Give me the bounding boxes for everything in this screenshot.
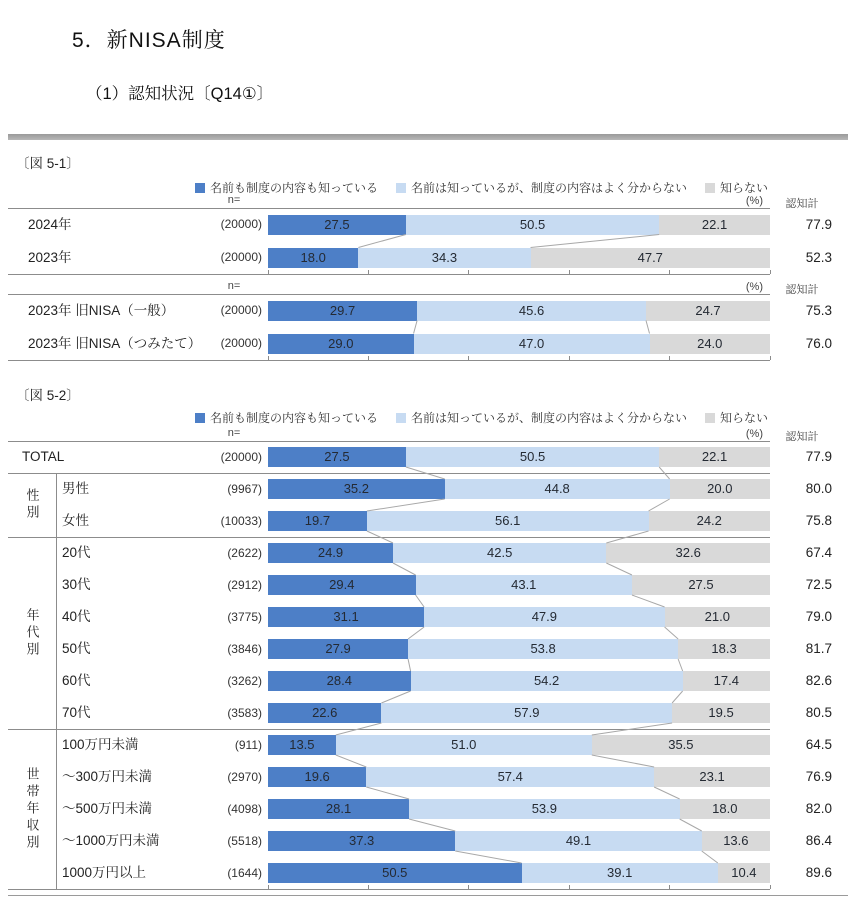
axis-tick	[669, 885, 670, 889]
legend-item	[396, 409, 687, 426]
bar-segment-0: 27.5	[268, 447, 406, 467]
bar-segment-1: 56.1	[367, 511, 649, 531]
legend-swatch-icon	[705, 183, 715, 193]
bar-segment-1: 42.5	[393, 543, 606, 563]
table-bottom-rule	[8, 895, 848, 896]
connector-line	[654, 787, 679, 799]
row-label: 60代	[62, 673, 91, 688]
row-label: 2023年	[28, 250, 72, 265]
bar-segment-1: 47.9	[424, 607, 664, 627]
legend	[195, 179, 768, 196]
legend-swatch-icon	[195, 413, 205, 423]
bar-segment-1: 43.1	[416, 575, 632, 595]
bar-segment-2: 27.5	[632, 575, 770, 595]
stacked-bar	[268, 639, 770, 659]
n-header: n=	[227, 280, 241, 292]
percent-header: (%)	[745, 281, 763, 293]
row-n: (911)	[234, 738, 262, 752]
stacked-bar	[268, 215, 770, 235]
stacked-bar	[268, 863, 770, 883]
legend-label: 知らない	[720, 411, 769, 425]
connector-line	[678, 659, 683, 671]
axis-tick	[368, 270, 369, 274]
awareness-total-value: 75.8	[805, 513, 832, 528]
awareness-total-value: 67.4	[805, 545, 832, 560]
axis-tick	[669, 270, 670, 274]
row-n: (4098)	[227, 802, 262, 816]
bar-segment-2: 22.1	[659, 447, 770, 467]
stacked-bar	[268, 511, 770, 531]
row-n: (2970)	[227, 770, 262, 784]
axis-tick	[368, 885, 369, 889]
stacked-bar	[268, 735, 770, 755]
bar-segment-0: 28.1	[268, 799, 409, 819]
table-baseline	[8, 889, 770, 890]
stacked-bar	[268, 799, 770, 819]
legend-item	[396, 179, 687, 196]
row-label: 20代	[62, 545, 91, 560]
awareness-total-value: 80.5	[805, 705, 832, 720]
stacked-bar	[268, 447, 770, 467]
axis-tick	[268, 270, 269, 274]
percent-header: (%)	[745, 428, 763, 440]
row-n: (3775)	[227, 610, 262, 624]
row-n: (5518)	[227, 834, 262, 848]
group-separator	[8, 537, 770, 538]
row-n: (3583)	[227, 706, 262, 720]
row-n: (1644)	[227, 866, 262, 880]
bar-segment-2: 24.0	[650, 334, 770, 354]
bar-segment-2: 20.0	[670, 479, 770, 499]
connector-line	[414, 321, 418, 334]
awareness-total-value: 82.0	[805, 801, 832, 816]
bar-segment-2: 21.0	[665, 607, 770, 627]
group-label: 年代別	[24, 607, 40, 659]
figure-label: 〔図 5-1〕	[16, 156, 80, 171]
bar-segment-1: 44.8	[445, 479, 670, 499]
bar-segment-2: 18.3	[678, 639, 770, 659]
legend-swatch-icon	[396, 183, 406, 193]
bar-segment-1: 53.9	[409, 799, 680, 819]
n-header: n=	[227, 427, 241, 439]
awareness-total-value: 80.0	[805, 481, 832, 496]
bar-segment-0: 27.9	[268, 639, 408, 659]
row-n: (3262)	[227, 674, 262, 688]
awareness-total-value: 89.6	[805, 865, 832, 880]
axis-tick	[669, 356, 670, 360]
row-n: (2622)	[227, 546, 262, 560]
bar-segment-1: 49.1	[455, 831, 701, 851]
bar-segment-0: 24.9	[268, 543, 393, 563]
group-label-cell	[8, 729, 57, 889]
axis-tick	[569, 885, 570, 889]
awareness-total-value: 52.3	[805, 250, 832, 265]
figure-label: 〔図 5-2〕	[16, 388, 80, 403]
stacked-bar	[268, 543, 770, 563]
connector-line	[592, 755, 654, 767]
page-subtitle: （1）認知状況〔Q14①〕	[86, 85, 274, 103]
connector-line	[531, 235, 660, 248]
table-header-rule	[8, 208, 770, 209]
connector-line	[393, 563, 416, 575]
awareness-total-value: 79.0	[805, 609, 832, 624]
bar-segment-2: 22.1	[659, 215, 770, 235]
axis-tick	[569, 270, 570, 274]
bar-segment-0: 29.4	[268, 575, 416, 595]
row-n: (20000)	[220, 303, 262, 317]
row-n: (20000)	[220, 217, 262, 231]
axis-tick	[770, 885, 771, 889]
bar-segment-1: 51.0	[336, 735, 592, 755]
connector-line	[366, 787, 409, 799]
row-label: 2024年	[28, 217, 72, 232]
group-label-cell	[8, 473, 57, 537]
row-label: ～1000万円未満	[62, 833, 160, 848]
legend-label: 名前も制度の内容も知っている	[210, 181, 379, 195]
row-label: 30代	[62, 577, 91, 592]
bar-segment-2: 17.4	[683, 671, 770, 691]
bar-segment-1: 50.5	[406, 215, 659, 235]
awareness-total-value: 75.3	[805, 303, 832, 318]
percent-header: (%)	[745, 195, 763, 207]
connector-line	[649, 499, 670, 511]
stacked-bar	[268, 479, 770, 499]
stacked-bar	[268, 334, 770, 354]
bar-segment-2: 23.1	[654, 767, 770, 787]
legend-swatch-icon	[396, 413, 406, 423]
bar-segment-0: 19.6	[268, 767, 366, 787]
connector-line	[646, 321, 650, 334]
connector-line	[408, 659, 411, 671]
row-n: (20000)	[220, 450, 262, 464]
stacked-bar	[268, 248, 770, 268]
axis-tick	[770, 270, 771, 274]
stacked-bar	[268, 767, 770, 787]
row-n: (10033)	[220, 514, 262, 528]
row-label: 1000万円以上	[62, 865, 147, 880]
awareness-total-value: 77.9	[805, 449, 832, 464]
group-separator	[8, 473, 770, 474]
row-label: TOTAL	[22, 449, 65, 464]
bar-segment-0: 31.1	[268, 607, 424, 627]
axis-tick	[468, 885, 469, 889]
legend-label: 名前は知っているが、制度の内容はよく分からない	[411, 181, 688, 195]
axis-tick	[268, 885, 269, 889]
group-label-cell	[8, 537, 57, 729]
bar-segment-1: 50.5	[406, 447, 659, 467]
row-n: (2912)	[227, 578, 262, 592]
bar-segment-1: 57.9	[381, 703, 672, 723]
row-label: 40代	[62, 609, 91, 624]
bar-segment-0: 29.7	[268, 301, 417, 321]
connector-line	[665, 627, 679, 639]
bar-segment-0: 28.4	[268, 671, 411, 691]
bar-segment-0: 37.3	[268, 831, 455, 851]
bar-segment-0: 13.5	[268, 735, 336, 755]
connector-line	[381, 691, 410, 703]
row-label: 70代	[62, 705, 91, 720]
bar-segment-1: 47.0	[414, 334, 650, 354]
connector-line	[408, 627, 424, 639]
row-label: ～500万円未満	[62, 801, 153, 816]
row-label: 男性	[62, 481, 89, 496]
connector-line	[632, 595, 665, 607]
bar-segment-1: 53.8	[408, 639, 678, 659]
awareness-total-header: 認知計	[785, 284, 819, 296]
table-header-rule	[8, 441, 770, 442]
connector-line	[680, 819, 702, 831]
axis-tick	[569, 356, 570, 360]
row-n: (20000)	[220, 336, 262, 350]
bar-segment-1: 39.1	[522, 863, 718, 883]
axis-tick	[770, 356, 771, 360]
stacked-bar	[268, 831, 770, 851]
n-header: n=	[227, 194, 241, 206]
connector-line	[416, 595, 425, 607]
connector-line	[606, 563, 632, 575]
legend-item	[705, 179, 768, 196]
row-label: 女性	[62, 513, 89, 528]
legend-label: 知らない	[720, 181, 769, 195]
connector-line	[409, 819, 455, 831]
row-n: (20000)	[220, 250, 262, 264]
awareness-total-value: 64.5	[805, 737, 832, 752]
axis-tick	[468, 356, 469, 360]
row-label: ～300万円未満	[62, 769, 153, 784]
table-baseline	[8, 274, 770, 275]
bar-segment-1: 45.6	[417, 301, 646, 321]
bar-segment-0: 35.2	[268, 479, 445, 499]
connector-line	[455, 851, 521, 863]
legend	[195, 409, 768, 426]
legend-swatch-icon	[705, 413, 715, 423]
awareness-total-header: 認知計	[785, 198, 819, 210]
bar-segment-0: 29.0	[268, 334, 414, 354]
row-label: 100万円未満	[62, 737, 139, 752]
bar-segment-0: 22.6	[268, 703, 381, 723]
bar-segment-2: 32.6	[606, 543, 770, 563]
awareness-total-value: 77.9	[805, 217, 832, 232]
awareness-total-value: 76.0	[805, 336, 832, 351]
legend-item	[705, 409, 768, 426]
row-n: (9967)	[227, 482, 262, 496]
bar-segment-0: 27.5	[268, 215, 406, 235]
stacked-bar	[268, 301, 770, 321]
bar-segment-0: 50.5	[268, 863, 522, 883]
bar-segment-2: 24.7	[646, 301, 770, 321]
group-label: 世帯年収別	[24, 766, 40, 852]
awareness-total-value: 72.5	[805, 577, 832, 592]
row-label: 2023年 旧NISA（つみたて）	[28, 336, 202, 351]
legend-label: 名前も制度の内容も知っている	[210, 411, 379, 425]
row-label: 2023年 旧NISA（一般）	[28, 303, 175, 318]
bar-segment-2: 47.7	[531, 248, 770, 268]
awareness-total-value: 81.7	[805, 641, 832, 656]
bar-segment-1: 57.4	[366, 767, 654, 787]
bar-segment-0: 18.0	[268, 248, 358, 268]
bar-segment-2: 13.6	[702, 831, 770, 851]
bar-segment-2: 10.4	[718, 863, 770, 883]
bar-segment-1: 54.2	[411, 671, 683, 691]
row-n: (3846)	[227, 642, 262, 656]
legend-swatch-icon	[195, 183, 205, 193]
row-label: 50代	[62, 641, 91, 656]
awareness-total-value: 76.9	[805, 769, 832, 784]
page-title: 5．新NISA制度	[72, 29, 226, 52]
group-label: 性別	[24, 488, 40, 522]
stacked-bar	[268, 703, 770, 723]
connector-line	[672, 691, 683, 703]
axis-tick	[368, 356, 369, 360]
stacked-bar	[268, 575, 770, 595]
bar-segment-2: 24.2	[649, 511, 770, 531]
awareness-total-value: 82.6	[805, 673, 832, 688]
axis-tick	[268, 356, 269, 360]
stacked-bar	[268, 607, 770, 627]
bar-segment-1: 34.3	[358, 248, 530, 268]
connector-line	[358, 235, 406, 248]
bar-segment-2: 18.0	[680, 799, 770, 819]
connector-line	[367, 499, 445, 511]
awareness-total-value: 86.4	[805, 833, 832, 848]
bar-segment-0: 19.7	[268, 511, 367, 531]
stacked-bar	[268, 671, 770, 691]
legend-item	[195, 409, 378, 426]
bar-segment-2: 19.5	[672, 703, 770, 723]
connector-line	[336, 755, 367, 767]
connector-line	[702, 851, 718, 863]
awareness-total-header: 認知計	[785, 431, 819, 443]
table-baseline	[8, 360, 770, 361]
bar-segment-2: 35.5	[592, 735, 770, 755]
legend-label: 名前は知っているが、制度の内容はよく分からない	[411, 411, 688, 425]
axis-tick	[468, 270, 469, 274]
